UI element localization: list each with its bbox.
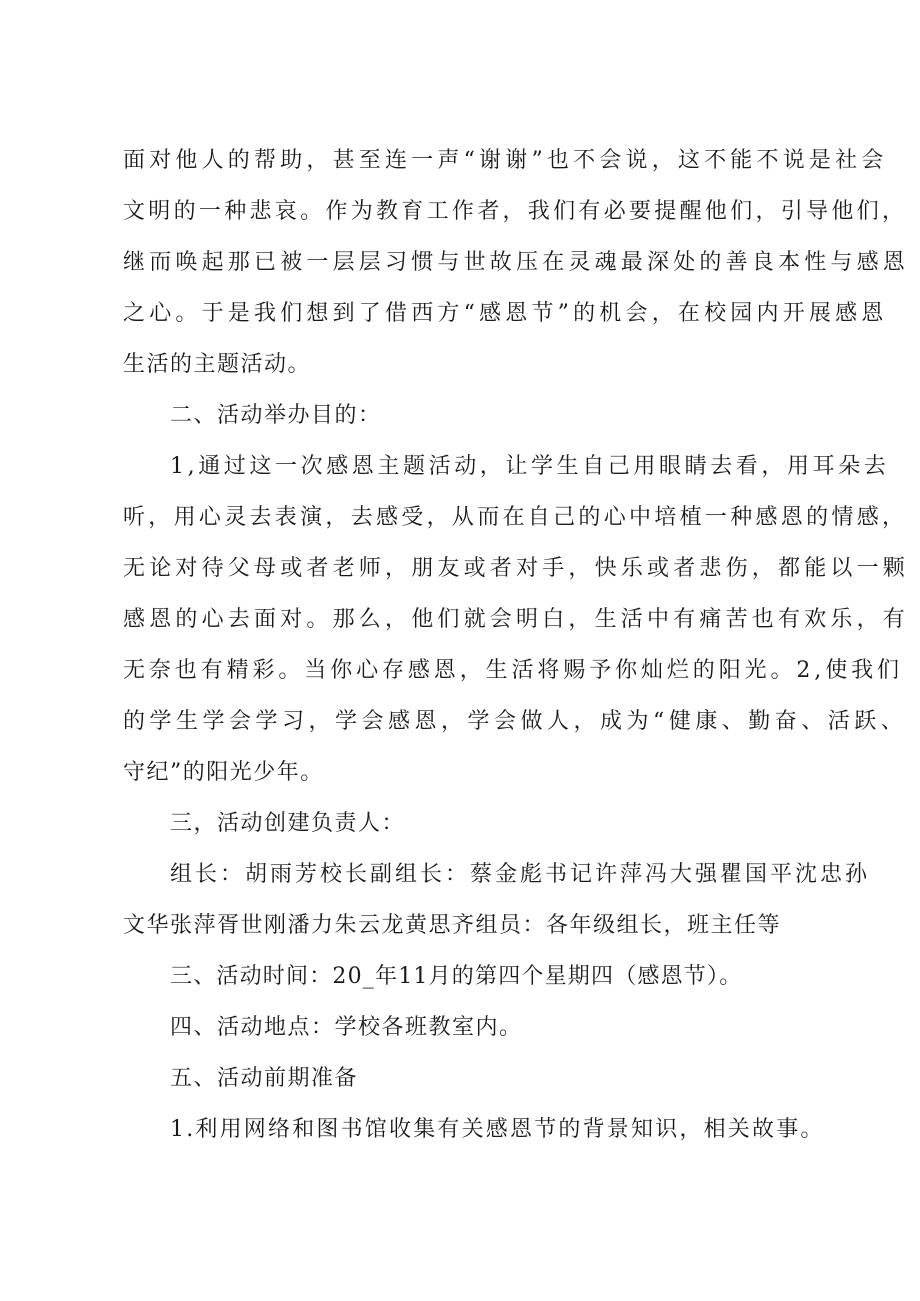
- text-line: 继而唤起那已被一层层习惯与世故压在灵魂最深处的善良本性与感恩: [123, 250, 910, 275]
- text-line: 无论对待父母或者老师，朋友或者对手，快乐或者悲伤，都能以一颗: [123, 556, 910, 581]
- text-line: 文华张萍胥世刚潘力朱云龙黄思齐组员：各年级组长，班主任等: [123, 913, 782, 938]
- section-heading: 三，活动创建负责人：: [170, 811, 406, 836]
- text-line: 生活的主题活动。: [123, 352, 312, 377]
- text-line: 的学生学会学习，学会感恩，学会做人，成为“健康、勤奋、活跃、: [123, 709, 908, 734]
- text-line: 1.利用网络和图书馆收集有关感恩节的背景知识，相关故事。: [170, 1117, 825, 1142]
- text-line: 感恩的心去面对。那么，他们就会明白，生活中有痛苦也有欢乐，有: [123, 607, 910, 632]
- text-line: 1,通过这一次感恩主题活动，让学生自己用眼睛去看，用耳朵去: [170, 454, 890, 479]
- section-heading: 三、活动时间：20_年11月的第四个星期四（感恩节）。: [170, 964, 743, 989]
- section-heading: 五、活动前期准备: [170, 1066, 359, 1091]
- text-line: 面对他人的帮助，甚至连一声“谢谢”也不会说，这不能不说是社会: [123, 148, 888, 173]
- text-line: 无奈也有精彩。当你心存感恩，生活将赐予你灿烂的阳光。2,使我们: [123, 658, 903, 683]
- text-line: 守纪”的阳光少年。: [123, 760, 324, 785]
- text-line: 听，用心灵去表演，去感受，从而在自己的心中培植一种感恩的情感，: [123, 505, 908, 530]
- text-line: 组长：胡雨芳校长副组长：蔡金彪书记许萍冯大强瞿国平沈忠孙: [170, 862, 871, 887]
- section-heading: 四、活动地点：学校各班教室内。: [170, 1015, 523, 1040]
- text-line: 文明的一种悲哀。作为教育工作者，我们有必要提醒他们，引导他们，: [123, 199, 908, 224]
- text-line: 之心。于是我们想到了借西方“感恩节”的机会，在校园内开展感恩: [123, 301, 888, 326]
- section-heading: 二、活动举办目的：: [170, 403, 382, 428]
